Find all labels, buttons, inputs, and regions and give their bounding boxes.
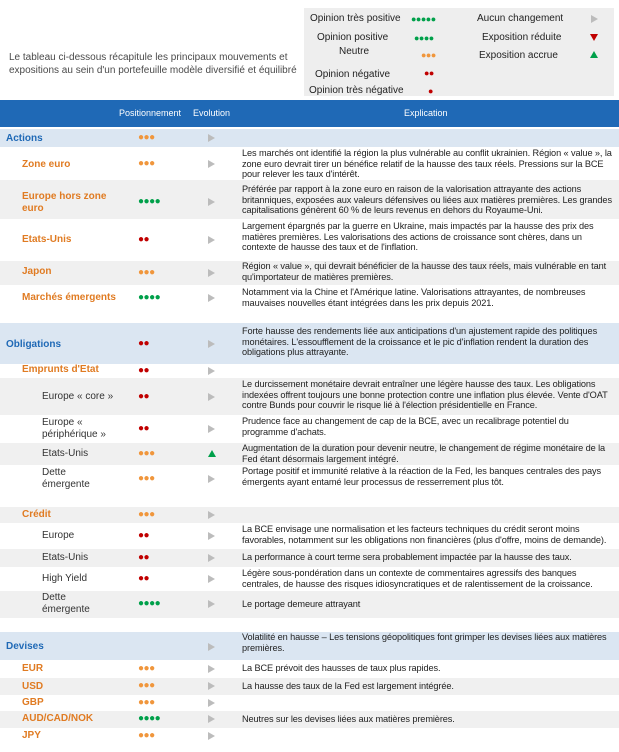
row-explanation: Largement épargnés par la guerre en Ukraine, mais impactés par la hausse des prix des matières premières. Les valorisations des actions de croissance sont chères, dans un contexte de hausse des taux et de l'inflation. [242,221,594,252]
no-change-arrow-icon [208,554,215,562]
row-name: USD [22,681,44,692]
no-change-arrow-icon [208,732,215,740]
row-name: Japon [22,266,52,277]
header-evolution: Evolution [193,108,231,118]
row-explanation: La BCE prévoit des hausses de taux plus rapides. [242,663,441,673]
row-dots: ●● [138,234,150,245]
row-name: Europe hors zone euro [22,191,107,214]
no-change-arrow-icon [591,15,598,23]
no-change-arrow-icon [208,393,215,401]
table-row [0,632,619,660]
table-row [0,711,619,728]
legend-neutral-label: Neutre [339,46,370,57]
table-row [0,129,619,147]
table-row [0,415,619,443]
row-explanation: Le durcissement monétaire devrait entraîner une légère hausse des taux. Les obligations indexées offrent toujours une bonne protection contre une inflation plus élevée. Vente d'OAT contre Bunds pour couvrir le risque lié à l'élection présidentielle en France. [242,379,608,410]
legend-negative-dots: ●● [424,68,434,78]
row-explanation: Augmentation de la duration pour devenir neutre, le changement de régime monétaire de la Fed étant désormais largement intégré. [242,443,606,464]
row-dots: ●●● [138,730,155,741]
row-dots: ●●● [138,267,155,278]
row-name: High Yield [42,573,88,584]
row-name: Crédit [22,509,51,520]
legend-positive-label: Opinion positive [317,32,389,43]
row-dots: ●● [138,338,150,349]
intro-text: Le tableau ci-dessous récapitule les principaux mouvements et expositions au sein d'un portefeuille modèle diversifié et équilibré [9,52,297,76]
table-row [0,567,619,591]
row-name: Zone euro [22,159,71,170]
legend-very-negative-label: Opinion très négative [309,85,404,96]
row-explanation: Le portage demeure attrayant [242,599,361,609]
no-change-arrow-icon [208,682,215,690]
row-name: Dette émergente [42,467,90,490]
no-change-arrow-icon [208,198,215,206]
row-name: GBP [22,697,44,708]
table-row [0,147,619,180]
no-change-arrow-icon [208,532,215,540]
row-explanation: La BCE envisage une normalisation et les facteurs techniques du crédit seront moins favorables, notamment sur les obligations non financières (plus d'offre, moins de demande). [242,524,607,545]
table-row [0,378,619,415]
row-explanation: Préférée par rapport à la zone euro en raison de la valorisation attrayante des actions britanniques, exposées aux valeurs défensives ou liées aux matières premières. Les grandes capitalisations génèrent 60 % de leurs revenus en dehors du Royaume-Uni. [242,184,612,215]
row-explanation: Forte hausse des rendements liée aux anticipations d'un ajustement rapide des politiques monétaires. L'essoufflement de la croissance et le pic d'inflation rendent la duration des obligations plus attrayante. [242,326,598,357]
legend-very-positive-label: Opinion très positive [310,13,401,24]
row-dots: ●●● [138,473,155,484]
legend-neutral-dots: ●●● [421,50,436,60]
row-dots: ●●●● [138,196,161,207]
legend-no-change-label: Aucun changement [477,13,564,24]
row-name: Europe « périphérique » [42,417,106,440]
table-row [0,219,619,261]
row-explanation: Volatilité en hausse – Les tensions géopolitiques font grimper les devises liées aux matières premières. [242,632,607,653]
table-row [0,549,619,567]
row-name: Etats-Unis [42,552,89,563]
row-dots: ●● [138,552,150,563]
no-change-arrow-icon [208,575,215,583]
row-name: Marchés émergents [22,292,116,303]
table-row [0,285,619,313]
increased-arrow-icon [590,51,598,58]
row-dots: ●●● [138,509,155,520]
legend-positive-dots: ●●●● [414,33,434,43]
row-name: Dette émergente [42,592,90,615]
row-name: Europe « core » [42,391,114,402]
row-explanation: Neutres sur les devises liées aux matières premières. [242,714,455,724]
no-change-arrow-icon [208,269,215,277]
table-row [0,728,619,745]
row-name: Actions [6,133,43,144]
row-name: EUR [22,663,44,674]
row-dots: ●●● [138,680,155,691]
row-explanation: Prudence face au changement de cap de la BCE, avec un recalibrage potentiel du programme d'achats. [242,416,569,437]
row-name: AUD/CAD/NOK [22,713,94,724]
table-row [0,364,619,378]
no-change-arrow-icon [208,665,215,673]
table-row [0,465,619,493]
no-change-arrow-icon [208,425,215,433]
row-dots: ●● [138,573,150,584]
no-change-arrow-icon [208,475,215,483]
row-explanation: Région « value », qui devrait bénéficier de la hausse des taux réels, mais vulnérable en tant qu'importateur de matières premières. [242,261,607,282]
row-dots: ●●● [138,663,155,674]
row-explanation: Légère sous-pondération dans un contexte de commentaires agressifs des banques centrales, de hausse des risques idiosyncratiques et de ralentissement de la croissance. [242,568,593,589]
no-change-arrow-icon [208,511,215,519]
row-name: Obligations [6,339,61,350]
no-change-arrow-icon [208,643,215,651]
legend-reduced-label: Exposition réduite [482,32,562,43]
row-explanation: Les marchés ont identifié la région la plus vulnérable au conflit ukrainien. Région « value », la zone euro devrait tirer un bénéfice relatif de la hausse des taux réels. Pressions sur la BCE pour relever les taux d'intérêt. [242,148,612,179]
row-dots: ●●●● [138,713,161,724]
row-name: Etats-Unis [22,234,72,245]
row-dots: ●●● [138,697,155,708]
table-row [0,660,619,678]
row-name: Europe [42,530,75,541]
table-row [0,507,619,523]
legend-increased-label: Exposition accrue [479,50,558,61]
row-dots: ●● [138,391,150,402]
no-change-arrow-icon [208,715,215,723]
table-row [0,180,619,219]
table-row [0,678,619,695]
row-dots: ●● [138,530,150,541]
legend-very-positive-dots: ●●●●● [411,14,436,24]
reduced-arrow-icon [590,34,598,41]
row-dots: ●●●● [138,292,161,303]
no-change-arrow-icon [208,340,215,348]
no-change-arrow-icon [208,367,215,375]
row-dots: ●● [138,423,150,434]
no-change-arrow-icon [208,236,215,244]
table-row [0,695,619,711]
row-name: Emprunts d'Etat [22,364,99,375]
header-positioning: Positionnement [119,108,182,118]
table-row [0,323,619,364]
row-explanation: Portage positif et immunité relative à la réaction de la Fed, les banques centrales des pays émergents ayant entamé leur processus de resserrement plus tôt. [242,466,602,487]
no-change-arrow-icon [208,294,215,302]
no-change-arrow-icon [208,160,215,168]
row-name: JPY [22,730,41,741]
row-explanation: La performance à court terme sera probablement impactée par la hausse des taux. [242,552,572,562]
row-dots: ●●● [138,158,155,169]
increased-arrow-icon [208,450,216,457]
row-explanation: La hausse des taux de la Fed est largement intégrée. [242,681,454,691]
no-change-arrow-icon [208,699,215,707]
table-row [0,523,619,549]
row-explanation: Notamment via la Chine et l'Amérique latine. Valorisations attrayantes, de nombreuses mauvaises nouvelles étant intégrées dans les prix depuis 2021. [242,287,586,308]
table-row [0,261,619,285]
row-dots: ●● [138,365,150,376]
legend [304,8,614,96]
table-row [0,443,619,465]
header-explanation: Explication [404,108,448,118]
no-change-arrow-icon [208,134,215,142]
row-name: Etats-Unis [42,448,89,459]
table-row [0,591,619,618]
row-dots: ●●● [138,448,155,459]
row-name: Devises [6,641,44,652]
legend-negative-label: Opinion négative [315,69,391,80]
row-dots: ●●● [138,132,155,143]
row-dots: ●●●● [138,598,161,609]
no-change-arrow-icon [208,600,215,608]
legend-very-negative-dots: ● [428,86,433,96]
table-header [0,100,619,127]
